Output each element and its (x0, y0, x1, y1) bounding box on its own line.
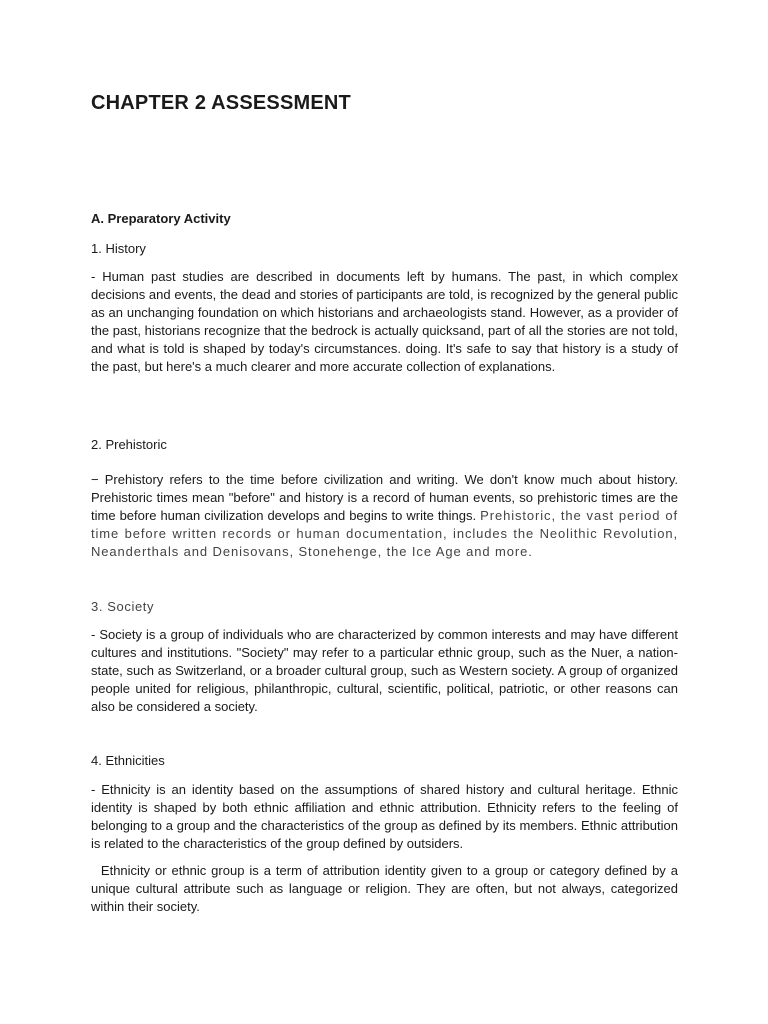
item-text-ethnicities: - Ethnicity is an identity based on the assumptions of shared history and cultural heritage. Ethnic identity is shaped by both ethnic affiliation and ethnic attribution. Ethnicity refers to the feeling of belonging to a group and the characteristics of the group as defined by its members. Ethnic attribution is related to the characteristics of the group defined by outsiders. (91, 782, 678, 851)
page-title: CHAPTER 2 ASSESSMENT (91, 92, 351, 114)
item-text-society: - Society is a group of individuals who are characterized by common interests and may have different cultures and institutions. "Society" may refer to a particular ethnic group, such as the Nuer, a nation-state, such as Switzerland, or a broader cultural group, such as Western society. A group of organized people united for religious, philanthropic, cultural, scientific, political, patriotic, or other reasons can also be considered a society. (91, 627, 678, 714)
item-text-history: - Human past studies are described in documents left by humans. The past, in which complex decisions and events, the dead and stories of participants are told, is recognized by the general public as an unchanging foundation on which historians and archaeologists stand. However, as a provider of the past, historians recognize that the bedrock is actually quicksand, part of all the stories are not told, and what is told is shaped by today's circumstances. doing. It's safe to say that history is a study of the past, but here's a much clearer and more accurate collection of explanations. (91, 269, 678, 374)
item-label-prehistoric: 2. Prehistoric (91, 437, 167, 452)
item-label-society: 3. Society (91, 599, 155, 614)
section-heading: A. Preparatory Activity (91, 211, 231, 226)
item-label-history: 1. History (91, 241, 146, 256)
item-text-prehistoric-part-b: Prehistoric, the vast period of time before written records or human documentation, includes the Neolithic Revolution, Neanderthals and Denisovans, Stonehenge, the Ice Age and more. (91, 508, 678, 559)
item-text-prehistoric (91, 471, 678, 561)
item-text-ethnicities-2: Ethnicity or ethnic group is a term of attribution identity given to a group or category defined by a unique cultural attribute such as language or religion. They are often, but not always, categorized within their society. (91, 863, 682, 914)
item-text-prehistoric-part-a: − Prehistory refers to the time before civilization and writing. We don't know much about history. Prehistoric times mean "before" and history is a record of human events, so prehistoric times are the time before human civilization develops and begins to write things. (91, 472, 678, 523)
item-label-ethnicities: 4. Ethnicities (91, 753, 165, 768)
